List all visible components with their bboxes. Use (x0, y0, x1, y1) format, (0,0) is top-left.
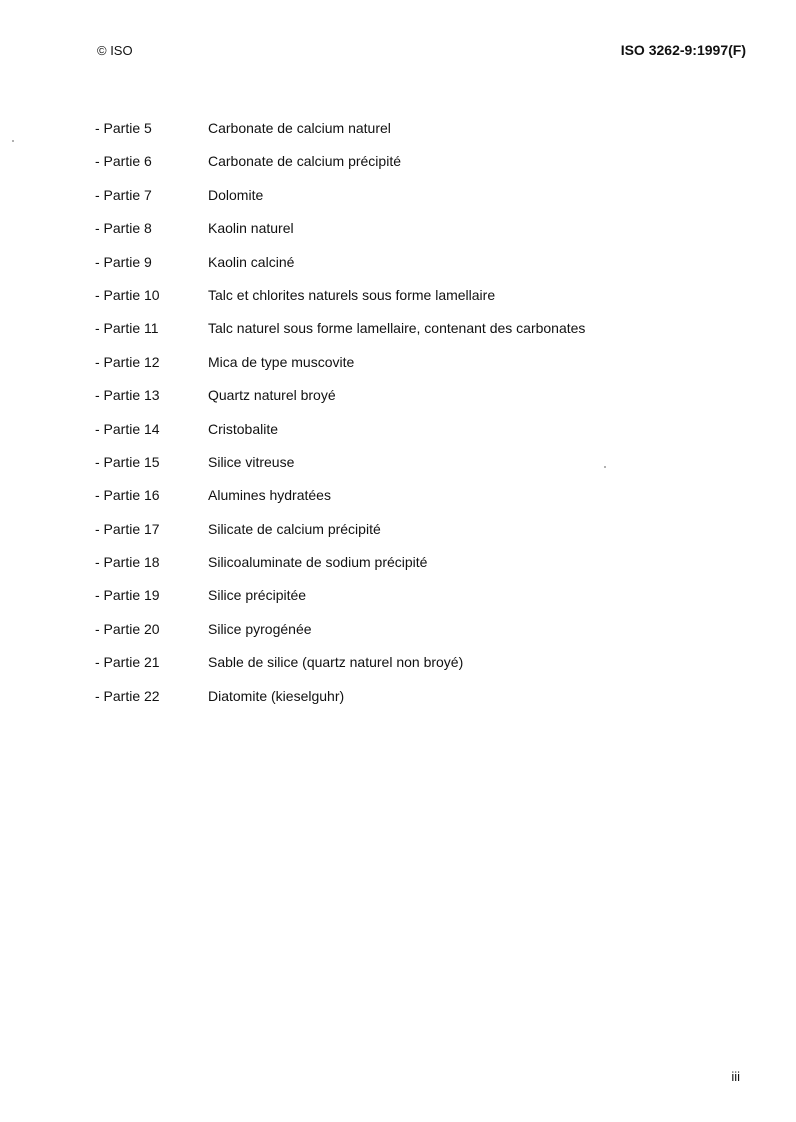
part-title: Silice précipitée (208, 587, 307, 604)
list-item (95, 387, 585, 420)
part-title: Kaolin naturel (208, 220, 294, 237)
part-title: Silicoaluminate de sodium précipité (208, 554, 428, 571)
list-item (95, 254, 585, 287)
part-title: Talc naturel sous forme lamellaire, contenant des carbonates (208, 320, 586, 337)
list-item (95, 688, 585, 721)
part-number: - Partie 22 (95, 687, 160, 704)
part-title: Diatomite (kieselguhr) (208, 687, 345, 704)
part-number: - Partie 12 (95, 353, 160, 370)
copyright-header: © ISO (97, 43, 133, 58)
list-item (95, 521, 585, 554)
part-title: Silice vitreuse (208, 453, 295, 470)
part-number: - Partie 14 (95, 420, 160, 437)
part-number: - Partie 5 (95, 120, 152, 136)
part-number: - Partie 8 (95, 220, 152, 237)
list-item (95, 220, 585, 253)
page-number: iii (731, 1069, 740, 1084)
part-number: - Partie 18 (95, 554, 160, 571)
scan-speck (12, 140, 14, 142)
part-number: - Partie 11 (95, 320, 159, 337)
part-number: - Partie 6 (95, 153, 152, 170)
document-id-header: ISO 3262-9:1997(F) (620, 42, 746, 58)
parts-list (95, 120, 585, 721)
list-item (95, 320, 585, 353)
list-item (95, 654, 585, 687)
list-item (95, 153, 585, 186)
part-number: - Partie 9 (95, 253, 152, 270)
part-number: - Partie 20 (95, 620, 160, 637)
part-number: - Partie 7 (95, 186, 152, 203)
list-item (95, 187, 585, 220)
part-number: - Partie 16 (95, 487, 160, 504)
part-number: - Partie 19 (95, 587, 160, 604)
part-title: Sable de silice (quartz naturel non broyé) (208, 654, 464, 671)
list-item (95, 487, 585, 520)
part-number: - Partie 13 (95, 387, 160, 404)
scan-speck (604, 466, 606, 468)
part-title: Carbonate de calcium précipité (208, 153, 401, 170)
list-item (95, 621, 585, 654)
part-title: Carbonate de calcium naturel (208, 120, 391, 136)
part-title: Quartz naturel broyé (208, 387, 336, 404)
part-title: Alumines hydratées (208, 487, 331, 504)
part-title: Dolomite (208, 186, 264, 203)
list-item (95, 287, 585, 320)
part-title: Silice pyrogénée (208, 620, 312, 637)
part-title: Cristobalite (208, 420, 279, 437)
part-title: Kaolin calciné (208, 253, 295, 270)
part-number: - Partie 17 (95, 520, 160, 537)
part-title: Silicate de calcium précipité (208, 520, 381, 537)
list-item (95, 120, 585, 153)
list-item (95, 554, 585, 587)
part-number: - Partie 10 (95, 286, 160, 303)
list-item (95, 354, 585, 387)
part-title: Talc et chlorites naturels sous forme lamellaire (208, 286, 496, 303)
list-item (95, 454, 585, 487)
part-title: Mica de type muscovite (208, 353, 355, 370)
list-item (95, 587, 585, 620)
part-number: - Partie 21 (95, 654, 160, 671)
part-number: - Partie 15 (95, 453, 160, 470)
list-item (95, 421, 585, 454)
